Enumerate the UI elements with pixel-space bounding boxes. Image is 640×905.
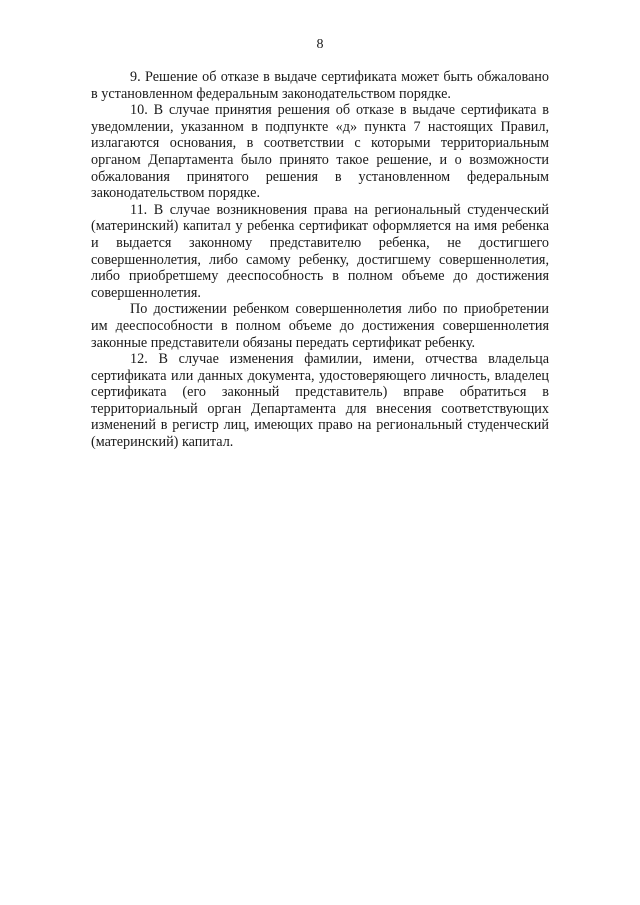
paragraph-10: 10. В случае принятия решения об отказе в выдаче сертификата в уведомлении, указанном в подпункте «д» пункта 7 настоящих Правил, излагаются основания, в соответствии с которыми территориальным органом Департамента было принято такое решение, и о возможности обжалования принятого решения в установленном федеральным законодательством порядке. [91,102,549,202]
paragraph-11-continuation: По достижении ребенком совершеннолетия либо по приобретении им дееспособности в полном объеме до достижения совершеннолетия законные представители обязаны передать сертификат ребенку. [91,301,549,351]
paragraph-9: 9. Решение об отказе в выдаче сертификата может быть обжаловано в установленном федеральным законодательством порядке. [91,69,549,102]
paragraph-11: 11. В случае возникновения права на региональный студенческий (материнский) капитал у ребенка сертификат оформляется на имя ребенка и выдается законному представителю ребенка, не достигшего совершеннолетия, либо самому ребенку, достигшему совершеннолетия, либо приобретшему дееспособность в полном объеме до достижения совершеннолетия. [91,201,549,301]
paragraph-12: 12. В случае изменения фамилии, имени, отчества владельца сертификата или данных документа, удостоверяющего личность, владелец сертификата (его законный представитель) вправе обратиться в территориальный орган Департамента для внесения соответствующих изменений в регистр лиц, имеющих право на региональный студенческий (материнский) капитал. [91,351,549,451]
page-number: 8 [316,37,324,52]
document-body [91,69,549,451]
